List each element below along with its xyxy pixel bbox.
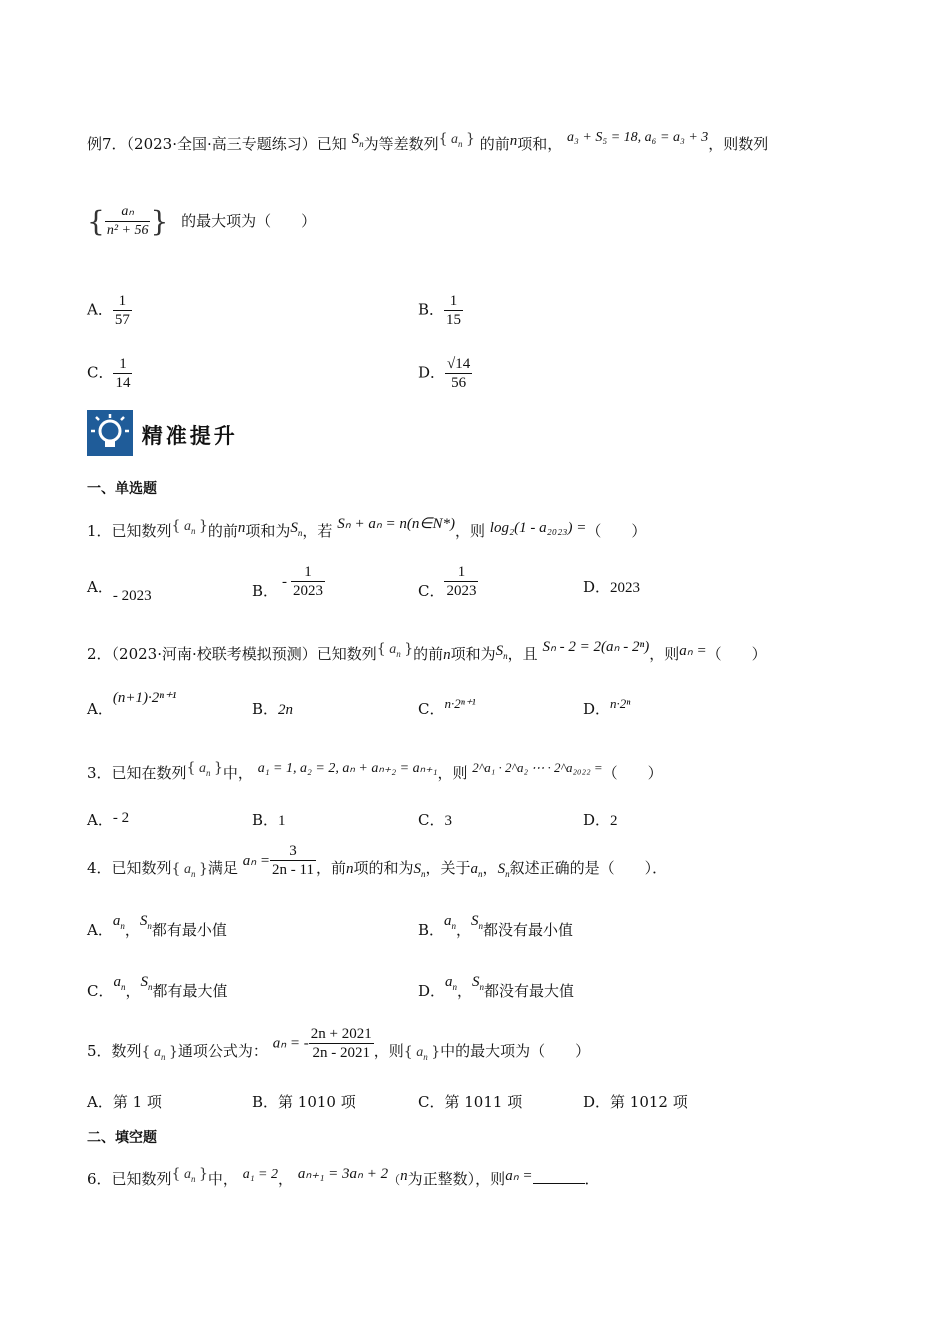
sn-symbol: $S_n$ bbox=[351, 131, 364, 149]
q1-option-d[interactable]: D．2023 bbox=[583, 578, 641, 596]
q1-condition: Sₙ + aₙ = n(n∈N*) bbox=[337, 516, 455, 532]
question-3: 3．已知在数列{ $a_n$ }中， a₁ = 1, a₂ = 2, aₙ + aₙ₊₂ = aₙ₊₁，则 2^a₁ · 2^a₂ ⋯ · 2^a₂₀₂₂ =（ ） bbox=[87, 760, 663, 782]
q1-option-a[interactable]: A．- 2023 bbox=[87, 578, 152, 604]
example-option-b[interactable]: B． $\frac{1}{15}$ bbox=[418, 293, 462, 328]
section-heading-fill-blank: 二、填空题 bbox=[87, 1130, 157, 1146]
q2-option-c[interactable]: C．n·2ⁿ⁺¹ bbox=[418, 696, 476, 718]
example-option-a[interactable]: A． $\frac{1}{57}$ bbox=[87, 293, 130, 328]
q4-option-c[interactable]: C．$a_n$，$S_n$都有最大值 bbox=[87, 974, 228, 1000]
q5-option-d[interactable]: D．第 1012 项 bbox=[583, 1093, 688, 1111]
q4-fraction: $\frac{3}{2n - 11}$ bbox=[272, 843, 314, 878]
example-7-line1: 例7．（2023·全国·高三专题练习）已知 $S_n$为等差数列{ $a_n$ } 的前n项和， a₃ + S₅ = 18, a₆ = a₃ + 3，则数列 bbox=[87, 130, 769, 153]
question-1: 1．已知数列{ $a_n$ }的前n项和为$S_n$，若 Sₙ + aₙ = n(n∈N*)，则 log₂(1 - a₂₀₂₃) =（ ） bbox=[87, 516, 647, 540]
q4-option-b[interactable]: B．$a_n$，$S_n$都没有最小值 bbox=[418, 913, 574, 939]
q3-option-d[interactable]: D．2 bbox=[583, 811, 618, 829]
sequence-braces: { $a_n$ } bbox=[438, 131, 475, 149]
q2-option-d[interactable]: D．n·2ⁿ bbox=[583, 696, 631, 718]
q3-condition: a₁ = 1, a₂ = 2, aₙ + aₙ₊₂ = aₙ₊₁ bbox=[257, 761, 438, 776]
question-4: 4．已知数列{ $a_n$ }满足 aₙ = $\frac{3}{2n - 11}$ ，前n项的和为$S_n$，关于$a_n$，$S_n$叙述正确的是（ ）． bbox=[87, 843, 668, 879]
example-7-line2: { $\frac{\text{aₙ}}{\text{n² + 56}}$ } 的最大项为（ ） bbox=[87, 204, 317, 238]
q3-expression: 2^a₁ · 2^a₂ ⋯ · 2^a₂₀₂₂ = bbox=[472, 760, 603, 775]
q2-option-a[interactable]: A．(n+1)·2ⁿ⁺¹ bbox=[87, 690, 177, 718]
lightbulb-icon bbox=[87, 410, 133, 460]
q2-option-b[interactable]: B．2n bbox=[252, 700, 294, 718]
q2-condition: Sₙ - 2 = 2(aₙ - 2ⁿ) bbox=[542, 639, 650, 655]
example-question: 的最大项为（ ） bbox=[181, 211, 317, 230]
section-heading-single-choice: 一、单选题 bbox=[87, 481, 157, 497]
q1-option-b[interactable]: B． - $\frac{1}{2023}$ bbox=[252, 564, 324, 600]
example-option-c[interactable]: C． $\frac{1}{14}$ bbox=[87, 356, 131, 391]
q3-option-c[interactable]: C．3 bbox=[418, 811, 452, 829]
answer-blank[interactable] bbox=[533, 1169, 585, 1184]
q5-option-b[interactable]: B．第 1010 项 bbox=[252, 1093, 356, 1111]
example-option-d[interactable]: D． $\frac{√14}{56}$ bbox=[418, 356, 471, 391]
banner-title: 精准提升 bbox=[141, 424, 238, 448]
q5-fraction: $\frac{2n + 2021}{2n - 2021}$ bbox=[310, 1026, 372, 1061]
question-5: 5．数列{ $a_n$ }通项公式为： aₙ = - $\frac{2n + 2021}{2n - 2021}$ ，则{ $a_n$ }中的最大项为（ ） bbox=[87, 1026, 591, 1062]
q5-option-c[interactable]: C．第 1011 项 bbox=[418, 1093, 523, 1111]
example-source: （2023·全国·高三专题练习） bbox=[126, 135, 317, 153]
q1-expression: log₂(1 - a₂₀₂₃) = bbox=[489, 520, 587, 536]
example-fraction: $\frac{\text{aₙ}}{\text{n² + 56}}$ bbox=[106, 204, 149, 238]
example-label: 例7． bbox=[87, 135, 127, 153]
section-banner bbox=[87, 410, 238, 456]
q1-option-c[interactable]: C． $\frac{1}{2023}$ bbox=[418, 564, 477, 600]
question-2: 2．（2023·河南·校联考模拟预测）已知数列{ $a_n$ }的前n项和为$S_n$，且 Sₙ - 2 = 2(aₙ - 2ⁿ)，则aₙ =（ ） bbox=[87, 639, 767, 663]
q3-option-a[interactable]: A．- 2 bbox=[87, 810, 130, 829]
q4-option-d[interactable]: D．$a_n$，$S_n$都没有最大值 bbox=[418, 974, 575, 1000]
question-6: 6．已知数列{ $a_n$ }中， a₁ = 2， aₙ₊₁ = 3aₙ + 2（n为正整数），则aₙ = ． bbox=[87, 1166, 600, 1188]
q5-option-a[interactable]: A．第 1 项 bbox=[87, 1093, 162, 1111]
example-condition: a₃ + S₅ = 18, a₆ = a₃ + 3 bbox=[567, 130, 709, 145]
q3-option-b[interactable]: B．1 bbox=[252, 811, 286, 829]
q4-option-a[interactable]: A．$a_n$，$S_n$都有最小值 bbox=[87, 913, 227, 939]
